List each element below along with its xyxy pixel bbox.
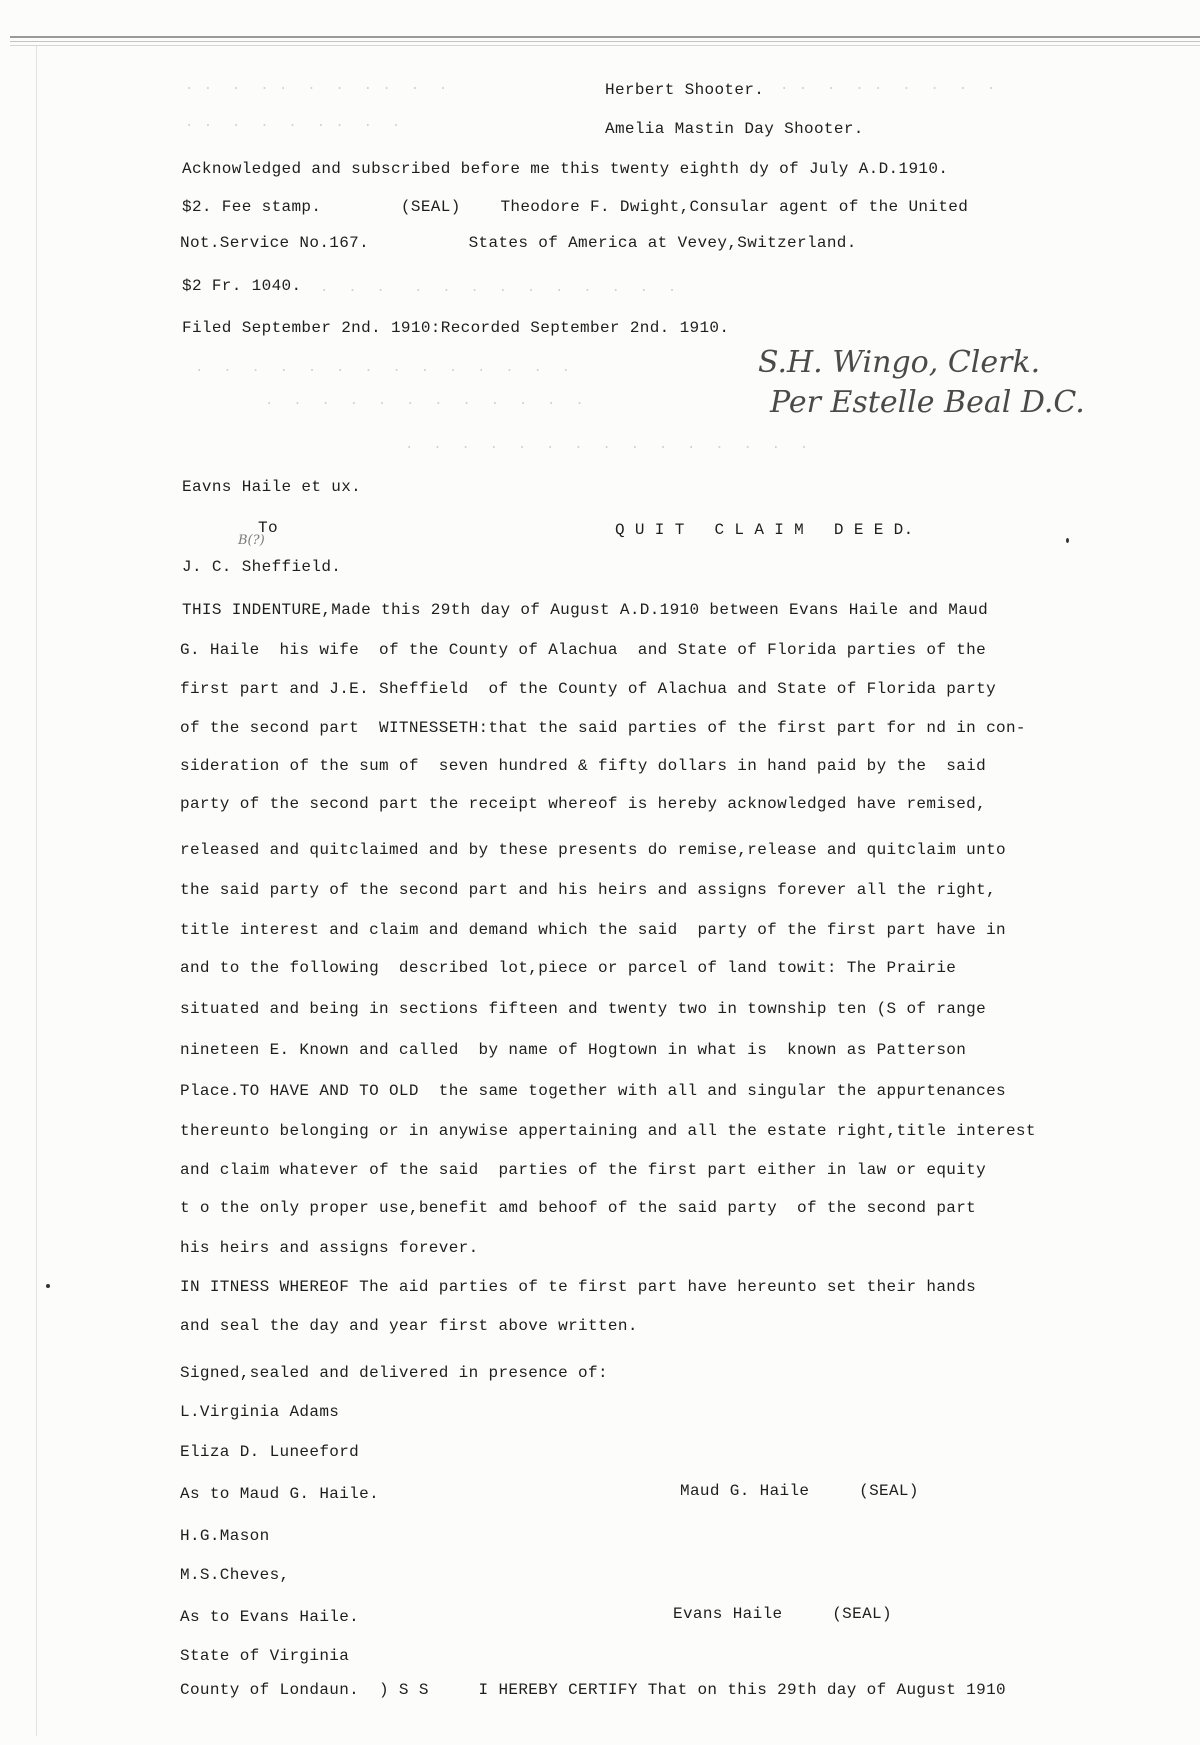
bleed-through-text: . . . . . . . . . . . . . .	[195, 360, 572, 376]
top-border-rule-3	[10, 45, 1200, 46]
bleed-through-text: . . . . . . . . .	[185, 115, 402, 131]
deed-body-line: released and quitclaimed and by these presents do remise,release and quitclaim unto	[180, 841, 1006, 859]
deputy-clerk-signature: Per Estelle Beal D.C.	[770, 385, 1085, 420]
deed-body-line: of the second part WITNESSETH:that the said parties of the first part for nd in con-	[180, 719, 1026, 737]
grantor-signature-evans: Evans Haile (SEAL)	[673, 1605, 892, 1623]
witness-name: L.Virginia Adams	[180, 1403, 340, 1421]
deed-body-line: situated and being in sections fifteen and twenty two in township ten (S of range	[180, 1000, 987, 1018]
deed-body-line: first part and J.E. Sheffield of the County of Alachua and State of Florida party	[180, 680, 997, 698]
ack-line: Not.Service No.167. States of America at Vevey,Switzerland.	[180, 234, 857, 252]
certificate-state: State of Virginia	[180, 1647, 350, 1665]
deed-body-line: title interest and claim and demand which the said party of the first part have in	[180, 921, 1006, 939]
witness-as-to: As to Maud G. Haile.	[180, 1485, 380, 1503]
bleed-through-text: . . . . . . . . . . . . . . .	[405, 437, 810, 453]
top-border-rule-2	[10, 41, 1200, 42]
grantor-signature-maud: Maud G. Haile (SEAL)	[680, 1482, 919, 1500]
stray-mark	[46, 1284, 50, 1288]
bleed-through-text: . . . . . . . . . . . .	[265, 393, 585, 409]
margin-note: B(?)	[238, 533, 265, 548]
bleed-through-text: . . . . . . . . .	[780, 78, 997, 94]
deed-body-line: party of the second part the receipt whereof is hereby acknowledged have remised,	[180, 795, 987, 813]
deed-body-line: thereunto belonging or in anywise appertaining and all the estate right,title interest	[180, 1122, 1036, 1140]
bleed-through-text: . . . . . . . . . . .	[185, 78, 449, 94]
witness-name: H.G.Mason	[180, 1527, 270, 1545]
heading-to: To	[258, 519, 278, 537]
deed-body-line: IN ITNESS WHEREOF The aid parties of te first part have hereunto set their hands	[180, 1278, 977, 1296]
deed-body-line: sideration of the sum of seven hundred & fifty dollars in hand paid by the said	[180, 757, 987, 775]
clerk-signature: S.H. Wingo, Clerk.	[758, 345, 1041, 380]
witness-intro: Signed,sealed and delivered in presence of:	[180, 1364, 608, 1382]
deed-body-line: THIS INDENTURE,Made this 29th day of August A.D.1910 between Evans Haile and Maud	[182, 601, 989, 619]
deed-title: Q U I T C L A I M D E E D.	[615, 521, 914, 539]
grantor-name: Eavns Haile et ux.	[182, 478, 362, 496]
ack-signer-1: Herbert Shooter.	[605, 81, 765, 99]
deed-body-line: Place.TO HAVE AND TO OLD the same together with all and singular the appurtenances	[180, 1082, 1006, 1100]
deed-body-line: the said party of the second part and his heirs and assigns forever all the right,	[180, 881, 997, 899]
deed-body-line: nineteen E. Known and called by name of Hogtown in what is known as Patterson	[180, 1041, 967, 1059]
witness-as-to: As to Evans Haile.	[180, 1608, 360, 1626]
ack-signer-2: Amelia Mastin Day Shooter.	[605, 120, 864, 138]
deed-body-line: t o the only proper use,benefit amd behoof of the said party of the second part	[180, 1199, 977, 1217]
deed-body-line: and claim whatever of the said parties of the first part either in law or equity	[180, 1161, 987, 1179]
deed-body-line: and to the following described lot,piece or parcel of land towit: The Prairie	[180, 959, 957, 977]
stray-mark	[1066, 538, 1069, 543]
ack-line: Acknowledged and subscribed before me this twenty eighth dy of July A.D.1910.	[182, 160, 949, 178]
ack-line: $2. Fee stamp. (SEAL) Theodore F. Dwight,Consular agent of the United	[182, 198, 969, 216]
certificate-county-line: County of Londaun. ) S S I HEREBY CERTIFY That on this 29th day of August 1910	[180, 1681, 1006, 1699]
witness-name: M.S.Cheves,	[180, 1566, 290, 1584]
top-border-rule	[10, 36, 1200, 38]
filed-recorded-line: Filed September 2nd. 1910:Recorded September 2nd. 1910.	[182, 319, 730, 337]
deed-body-line: and seal the day and year first above written.	[180, 1317, 638, 1335]
ack-line: $2 Fr. 1040.	[182, 277, 302, 295]
deed-body-line: his heirs and assigns forever.	[180, 1239, 479, 1257]
witness-name: Eliza D. Luneeford	[180, 1443, 360, 1461]
deed-body-line: G. Haile his wife of the County of Alachua and State of Florida parties of the	[180, 641, 987, 659]
left-page-edge	[36, 46, 37, 1736]
grantee-name: J. C. Sheffield.	[182, 558, 342, 576]
bleed-through-text: . . . . . . . . . . . . .	[320, 280, 678, 296]
